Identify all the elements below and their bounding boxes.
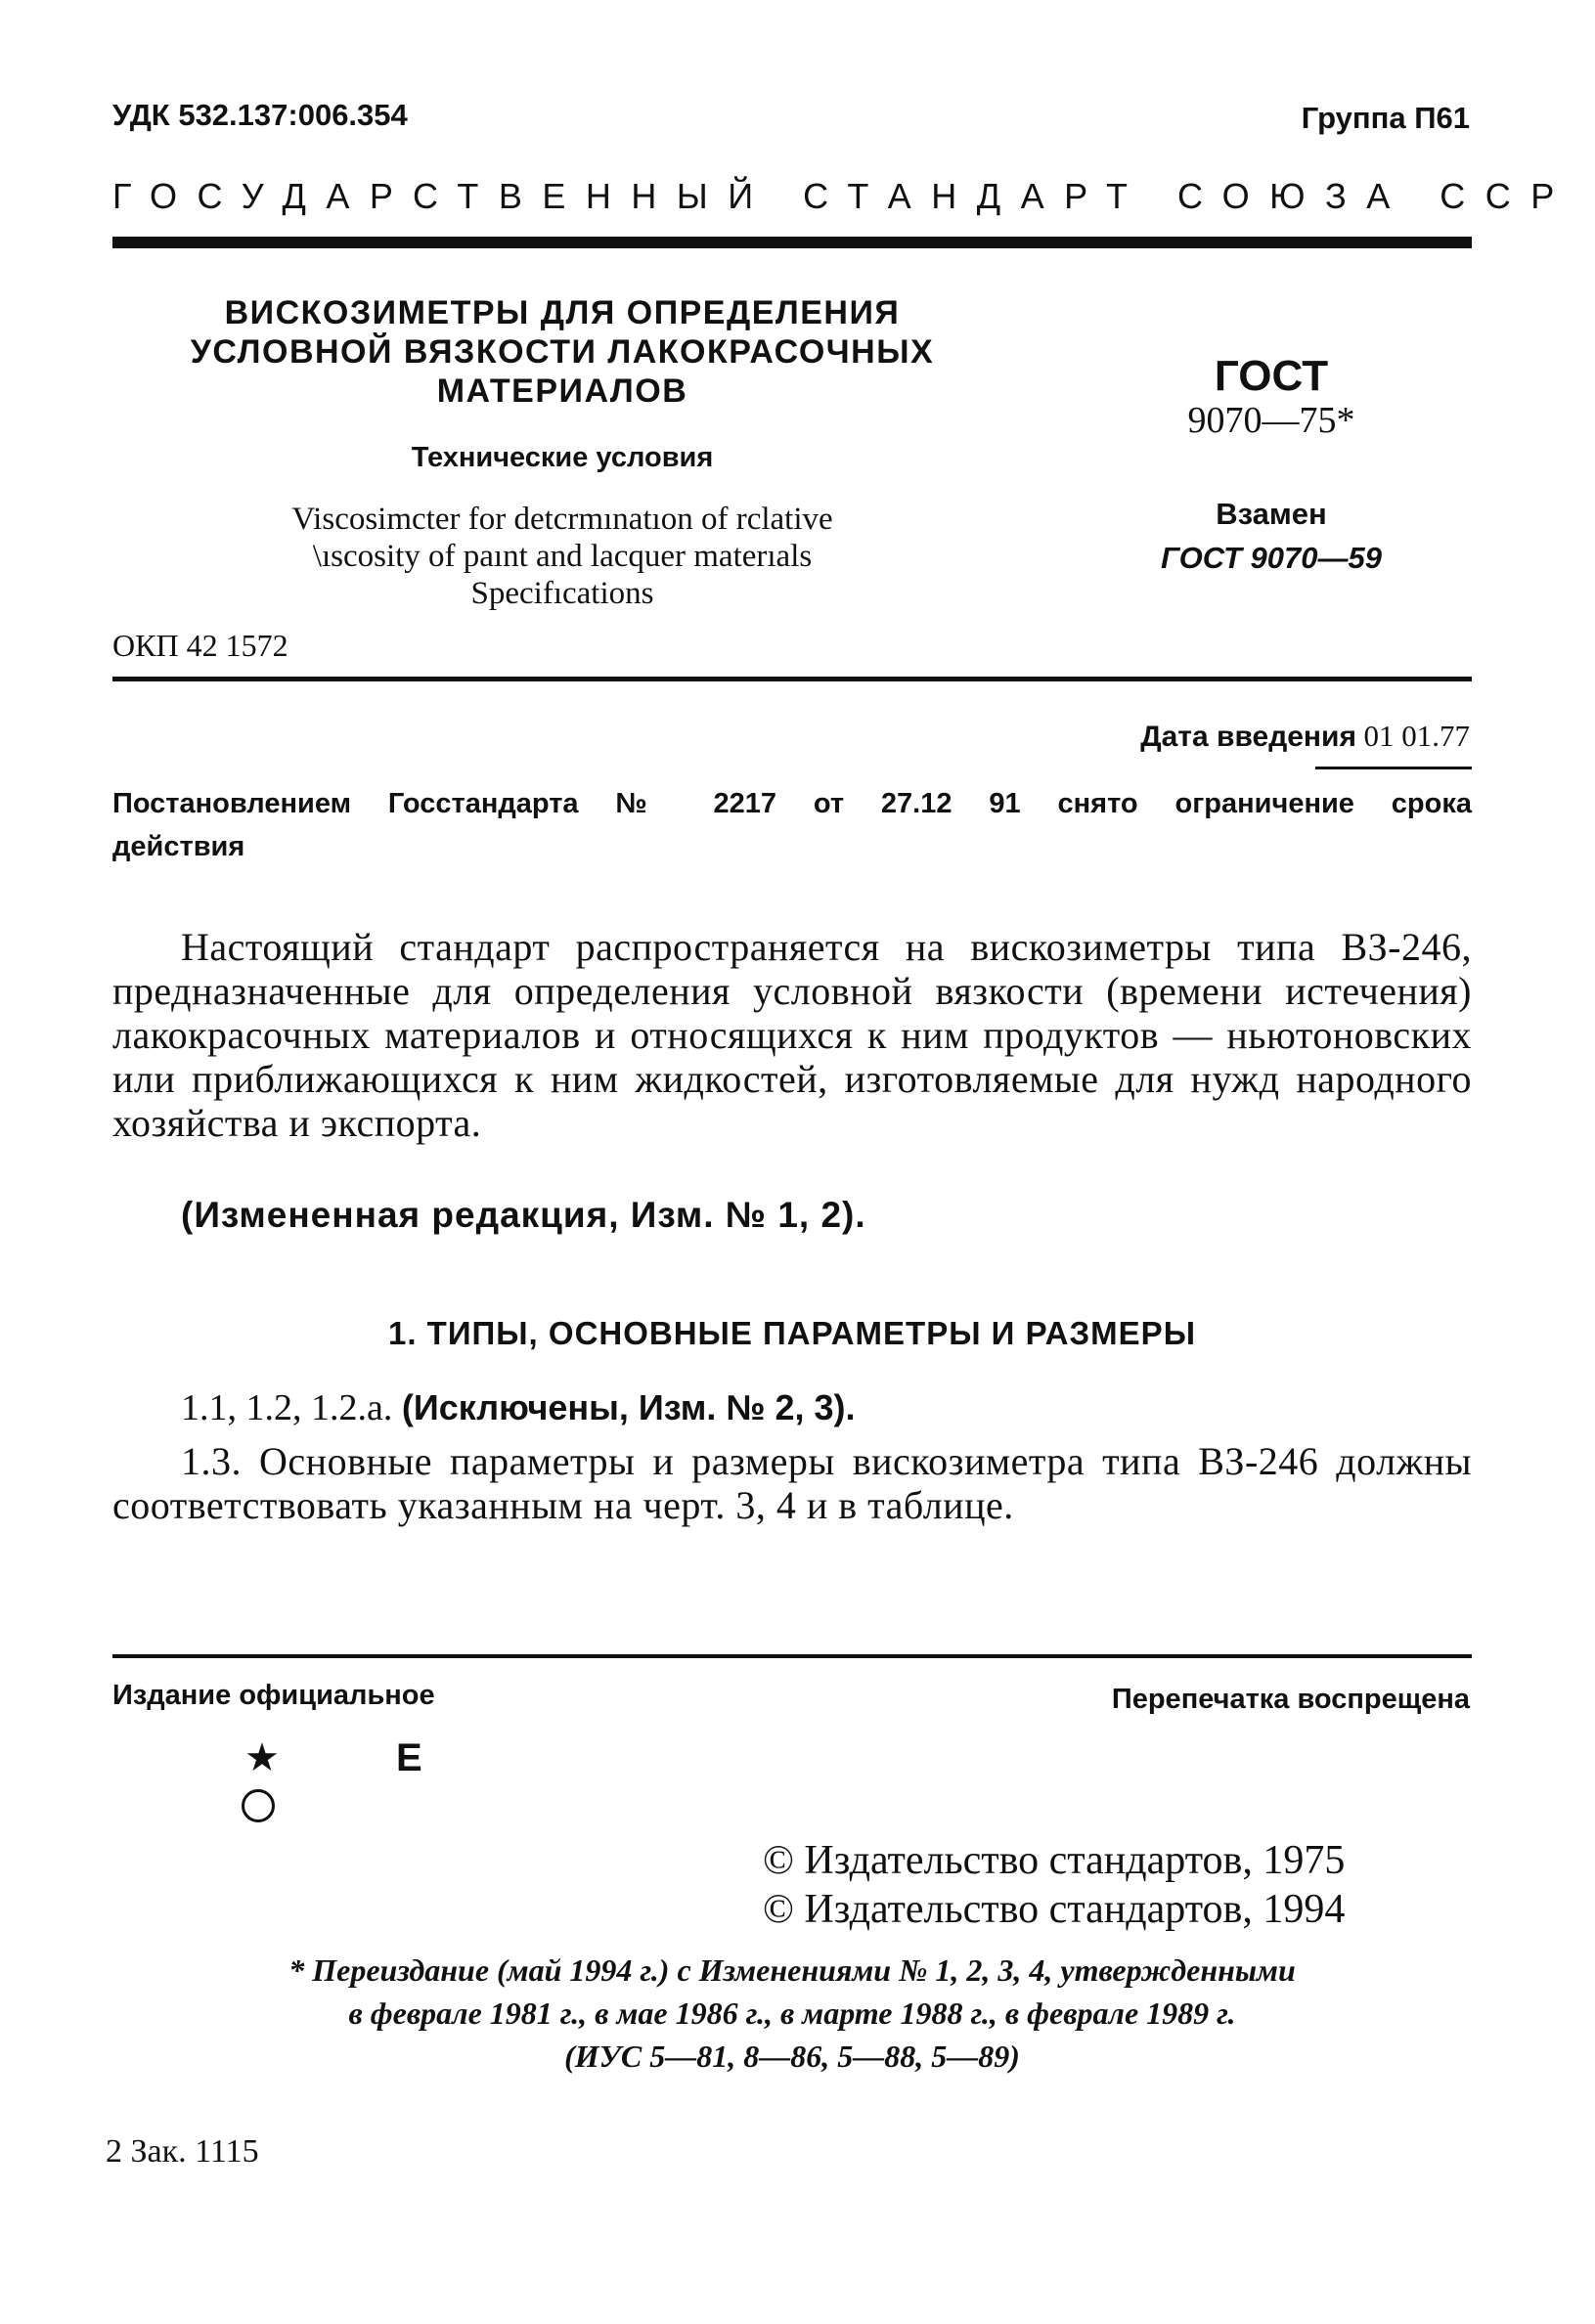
copyright-icon: © [763, 1887, 794, 1932]
subtitle: Технические условия [411, 442, 714, 473]
order-number: 2 Зак. 1115 [106, 2133, 259, 2170]
english-title-line-1: Viscosimcter for detcrmınatıon of rclative [291, 502, 833, 537]
okp-code: ОКП 42 1572 [112, 628, 288, 663]
title-bottom-rule [112, 677, 1472, 681]
official-edition: Издание официальное [112, 1680, 435, 1711]
copyright-line-2 [763, 1885, 1345, 1934]
intro-date-underline [1315, 767, 1472, 769]
document-title [161, 293, 963, 411]
clause-1-3: 1.3. Основные параметры и размеры вискозиметра типа ВЗ-246 должны соответствовать указанным на черт. 3, 4 и в таблице. [112, 1439, 1472, 1527]
copyright-line-1 [763, 1836, 1345, 1885]
udk-code: УДК 532.137:006.354 [112, 98, 408, 132]
gost-number: 9070—75* [1187, 400, 1355, 441]
intro-date [1140, 719, 1470, 754]
replaces-label: Взамен [1216, 497, 1327, 531]
decree-line-2: действия [112, 831, 245, 862]
decree-line-1: Постановлением Госстандарта № 2217 от 27.12 91 снято ограничение срока [112, 788, 1472, 819]
reprint-prohibited: Перепечатка воспрещена [1111, 1684, 1470, 1715]
clause-1-1-numbers: 1.1, 1.2, 1.2.а. [181, 1387, 402, 1428]
section-1-title: 1. ТИПЫ, ОСНОВНЫЕ ПАРАМЕТРЫ И РАЗМЕРЫ [387, 1315, 1197, 1351]
english-title-line-2: \ıscosity of paınt and lacquer materıals [312, 539, 813, 574]
copyright-text-2: Издательство стандартов, 1994 [804, 1887, 1346, 1932]
intro-date-label: Дата введения [1140, 721, 1356, 753]
state-standard-heading: ГОСУДАРСТВЕННЫЙ СТАНДАРТ СОЮЗА ССР [112, 176, 1574, 216]
title-line-2: УСЛОВНОЙ ВЯЗКОСТИ ЛАКОКРАСОЧНЫХ [190, 333, 935, 371]
gost-label: ГОСТ [1214, 352, 1329, 400]
footer-rule [112, 1654, 1472, 1658]
top-thick-rule [112, 237, 1472, 248]
intro-date-value: 01 01.77 [1363, 719, 1470, 753]
english-title [161, 501, 963, 612]
star-icon: ★ [244, 1735, 280, 1779]
mark-e: Е [396, 1736, 422, 1779]
title-line-1: ВИСКОЗИМЕТРЫ ДЛЯ ОПРЕДЕЛЕНИЯ [224, 294, 901, 331]
reissue-line-1-text: Переиздание (май 1994 г.) с Изменениями № 1, 2, 3, 4, утвержденными [312, 1952, 1296, 1988]
reissue-line-3: (ИУС 5—81, 8—86, 5—88, 5—89) [564, 2039, 1020, 2074]
clause-1-1-note: (Исключены, Изм. № 2, 3). [401, 1387, 856, 1427]
title-line-3: МАТЕРИАЛОВ [436, 373, 688, 410]
clause-1-1-excluded [181, 1386, 856, 1429]
asterisk-mark: * [288, 1952, 313, 1988]
copyright-block [763, 1836, 1345, 1934]
group-code: Группа П61 [1301, 101, 1470, 135]
copyright-text-1: Издательство стандартов, 1975 [804, 1838, 1346, 1883]
english-title-line-3: Specifıcations [470, 576, 654, 611]
reissue-line-1 [112, 1949, 1472, 1992]
reissue-note [112, 1949, 1472, 2078]
amended-note: (Измененная редакция, Изм. № 1, 2). [181, 1195, 866, 1235]
replaces-number: ГОСТ 9070—59 [1161, 541, 1382, 575]
circle-icon [242, 1789, 275, 1822]
scope-paragraph: Настоящий стандарт распространяется на вискозиметры типа ВЗ-246, предназначенные для определения условной вязкости (времени истечения) лакокрасочных материалов и относящихся к ним продуктов — ньютоновских или приближающихся к ним жидкостей, изготовляемые для нужд народного хозяйства и экспорта. [112, 925, 1472, 1145]
reissue-line-2: в феврале 1981 г., в мае 1986 г., в марте 1988 г., в феврале 1989 г. [348, 1995, 1236, 2031]
copyright-icon: © [763, 1838, 794, 1883]
